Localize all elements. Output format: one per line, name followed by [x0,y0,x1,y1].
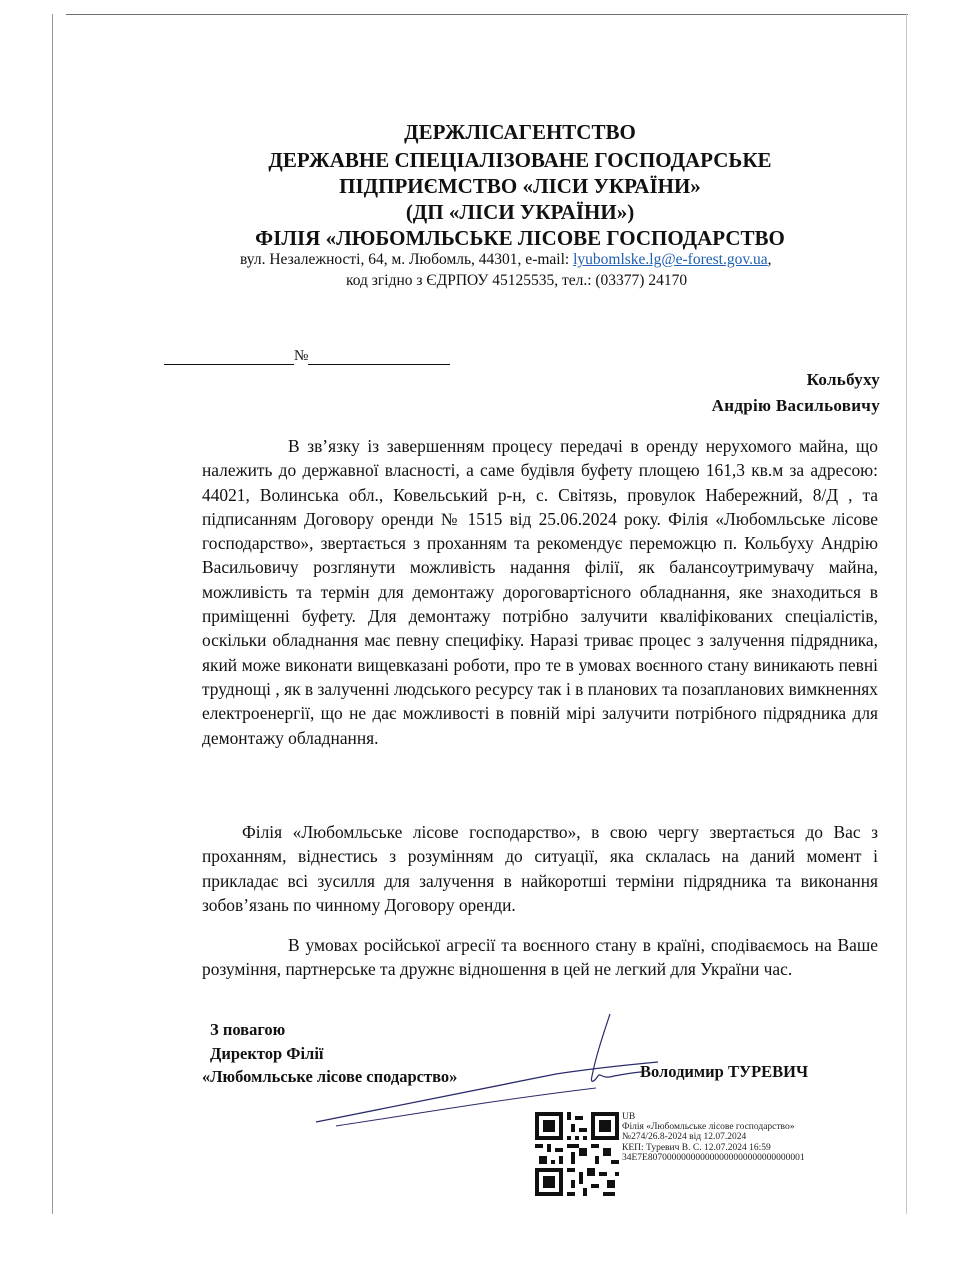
letterhead-codes: код згідно з ЄДРПОУ 45125535, тел.: (03377) 24170 [346,272,688,289]
stamp-line-3: №274/26.8-2024 від 12.07.2024 [622,1132,747,1143]
qr-code [535,1112,619,1196]
letterhead-agency: ДЕРЖЛІСАГЕНТСТВО [404,120,636,144]
recipient-name: Андрію Васильовичу [711,396,880,415]
email-link[interactable]: lyubomlske.lg@e-forest.gov.ua [573,251,768,268]
recipient [712,367,880,419]
letterhead-enterprise-line1: ДЕРЖАВНЕ СПЕЦІАЛІЗОВАНЕ ГОСПОДАРСЬКЕ [268,148,772,172]
date-blank [164,350,294,365]
closing: З повагою [210,1020,286,1039]
body-paragraph-3 [202,933,878,982]
handwritten-signature [296,1010,676,1130]
page-right-border [906,14,907,1214]
signatory-organization: «Любомльське лісове сподарство» [202,1067,458,1086]
body-paragraph-2 [202,820,878,917]
number-sign: № [294,348,309,364]
recipient-surname: Кольбуху [806,370,880,389]
stamp-line-4: КЕП: Туревич В. С. 12.07.2024 16:59 [622,1142,771,1153]
registration-line [164,348,450,365]
body-paragraph-1 [202,434,878,750]
page-top-border [66,14,908,15]
paragraph-1-text: В зв’язку із завершенням процесу передачі в оренду нерухомого майна, що належить до державної власності, а саме будівля буфету площею 161,3 кв.м за адресою: 44021, Волинська обл., Ковельський р-н, с. Світязь, провулок Набережний, 8/Д , та підписанням Договору оренди № 1515 від 25.06.2024 року. Філія «Любомльське лісове господарство», звертається з проханням та рекомендує переможцю п. Кольбуху Андрію Васильовичу розглянути можливість надання філії, як балансоутримувачу майна, можливість та термін для демонтажу дороговартісного обладнання, яке знаходиться в приміщенні буфету. Для демонтажу потрібно залучити кваліфікованих спеціалістів, оскільки обладнання має певну специфіку. Наразі триває процес з залучення підрядника, який може виконати вищевказані роботи, про те в умовах воєнного стану виникають певні труднощі , як в залученні людського ресурсу так і в планових та позапланових вимкненнях електроенергії, що не дає можливості в повній мірі залучити потрібного підрядника для демонтажу обладнання. [202,436,878,748]
stamp-line-2: Філія «Любомльське лісове господарство» [622,1122,795,1133]
stamp-line-1: UB [622,1112,636,1122]
number-blank [308,350,450,365]
letterhead-enterprise-line2: ПІДПРИЄМСТВО «ЛІСИ УКРАЇНИ» [339,174,701,198]
paragraph-2-text: Філія «Любомльське лісове господарство», в свою чергу звертається до Вас з проханням, віднестись з розумінням до ситуації, яка склалась на даний момент і прикладає всі зусилля для залучення в найкоротші терміни підрядника та виконання зобов’язань по чинному Договору оренди. [202,822,878,915]
letterhead-address [240,250,771,270]
address-text: вул. Незалежності, 64, м. Любомль, 44301, e-mail: [240,251,574,268]
signatory-name: Володимир ТУРЕВИЧ [640,1062,809,1081]
page-left-border [52,14,53,1214]
signatory-position: Директор Філії [210,1044,324,1063]
letterhead-branch: ФІЛІЯ «ЛЮБОМЛЬСЬКЕ ЛІСОВЕ ГОСПОДАРСТВО [255,226,785,250]
letterhead-enterprise-short: (ДП «ЛІСИ УКРАЇНИ») [405,200,635,224]
electronic-signature-stamp [622,1112,805,1163]
address-suffix: , [767,251,772,268]
paragraph-3-text: В умовах російської агресії та воєнного стану в країні, сподіваємось на Ваше розуміння, партнерське та дружнє відношення в цей не легкий для України час. [202,935,878,980]
stamp-line-5: 34E7E807000000000000000000000000000001 [622,1152,805,1163]
